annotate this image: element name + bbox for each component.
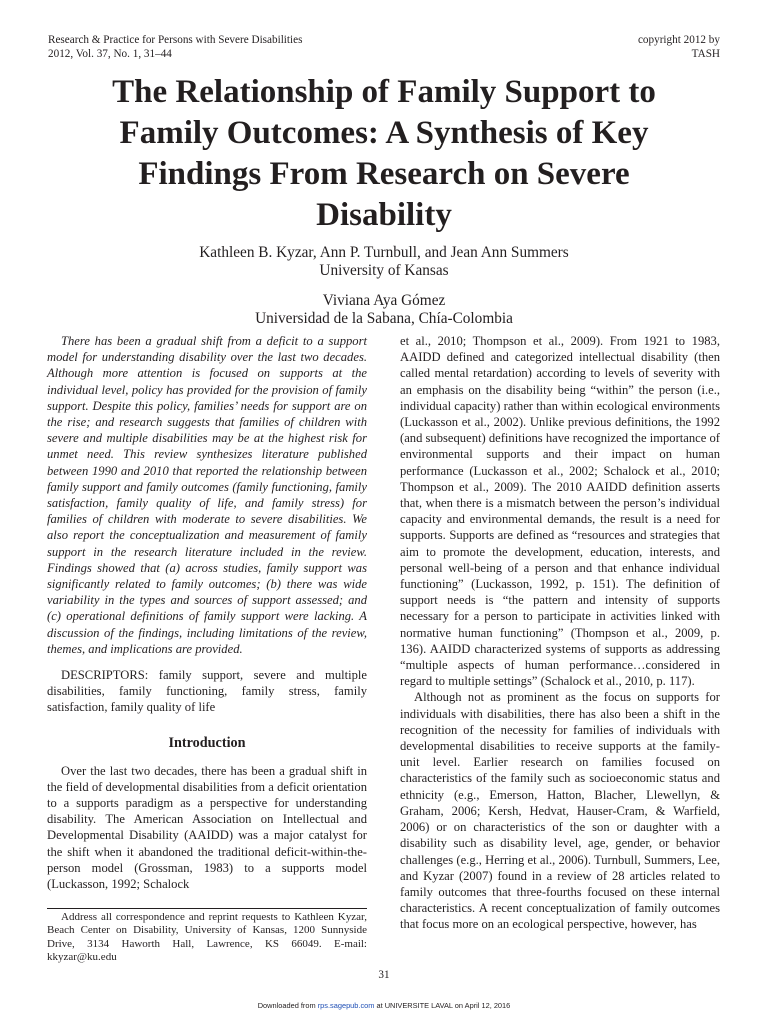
copyright-year: copyright 2012 by — [637, 34, 720, 46]
copyright-holder: TASH — [691, 48, 720, 60]
correspondence-footnote — [47, 911, 367, 965]
author-affiliation-2: Universidad de la Sabana, Chía-Colombia — [255, 309, 513, 327]
section-heading-introduction: Introduction — [168, 734, 246, 751]
footnote-divider — [47, 908, 367, 909]
journal-name: Research & Practice for Persons with Severe Disabilities — [48, 34, 303, 46]
author-names-1: Kathleen B. Kyzar, Ann P. Turnbull, and Jean Ann Summers — [199, 244, 569, 261]
author-affiliation-1: University of Kansas — [319, 261, 449, 279]
page-number: 31 — [378, 969, 390, 981]
download-prefix: Downloaded from — [257, 1001, 316, 1010]
right-column — [400, 333, 720, 933]
article-title: The Relationship of Family Support to Family Outcomes: A Synthesis of Key Findings From Research on Severe Disability — [112, 74, 656, 233]
download-suffix: at UNIVERSITE LAVAL on April 12, 2016 — [376, 1001, 511, 1010]
body-paragraph-continued: et al., 2010; Thompson et al., 2009). From 1921 to 1983, AAIDD defined and categorized intellectual disability (then called mental retardation) according to levels of severity with an emphasis on the disability being “within” the person (i.e., individual capacity) rather than within ecological environments (Luckasson et al., 2002). Unlike previous definitions, the 1992 (and subsequent) definitions have recognized the importance of environmental supports and their impact on human performance (Luckasson et al., 2002; Schalock et al., 2010; Thompson et al., 2009). The 2010 AAIDD definition asserts that, when there is a mismatch between the person’s individual capacity and environmental demands, the result is a need for supports. Supports are defined as “resources and strategies that aim to promote the development, education, interests, and personal well-being of a person and that enhance individual functioning” (Luckasson, 1992, p. 151). The definition of support needs is “the pattern and intensity of supports necessary for a person to participate in activities linked with normative human functioning” (Thompson et al., 2009, p. 136). AAIDD characterized systems of supports as addressing “multiple aspects of human performance…considered in regard to multiple settings” (Schalock et al., 2010, p. 117). — [400, 334, 720, 689]
running-header-journal — [48, 33, 302, 61]
footnote-text: Address all correspondence and reprint requests to Kathleen Kyzar, Beach Center on Disability, University of Kansas, 1200 Sunnyside Drive, 3134 Haworth Hall, Lawrence, KS 66049. E-mail: kkyzar@ku.edu — [47, 911, 367, 964]
download-notice — [0, 1001, 768, 1010]
author-block — [80, 244, 688, 327]
author-names-2: Viviana Aya Gómez — [322, 292, 446, 309]
introduction-paragraph: Over the last two decades, there has been a gradual shift in the field of developmental disabilities from a deficit orientation to a supports paradigm as a perspective for understanding disability. The American Association on Intellectual and Developmental Disability (AAIDD) was a major catalyst for the shift when it abandoned the traditional deficit-within-the-person model (Grossman, 1983) to a supports model (Luckasson, 1992; Schalock — [47, 763, 367, 892]
download-link[interactable]: rps.sagepub.com — [317, 1001, 375, 1010]
running-header-copyright — [638, 33, 720, 61]
journal-volume: 2012, Vol. 37, No. 1, 31–44 — [48, 48, 172, 60]
abstract: There has been a gradual shift from a deficit to a support model for understanding disability over the last two decades. Although more attention is focused on supports at the individual level, policy has provided for the provision of family support. Despite this policy, families’ needs for support are on the rise; and research suggests that families of children with severe and multiple disabilities may be at the highest risk for unmet need. This review synthesizes literature published between 1990 and 2010 that reported the relationship between family support and family outcomes (family functioning, family satisfaction, family quality of life, and family stress) for families of children with moderate to severe disabilities. We also report the conceptualization and measurement of family support in the research literature included in the review. Findings showed that (a) across studies, family support was significantly related to family outcomes; (b) there was wide variability in the types and sources of support assessed; and (c) operational definitions of family support were lacking. A discussion of the findings, including limitations of the review, themes, and implications are provided. — [47, 334, 367, 656]
descriptors: DESCRIPTORS: family support, severe and multiple disabilities, family functioning, family stress, family satisfaction, family quality of life — [47, 668, 367, 715]
body-paragraph: Although not as prominent as the focus on supports for individuals with disabilities, there has also been a shift in the recognition of the necessity for families of individuals with developmental disabilities to receive supports at the family-unit level. Earlier research on families focused on characteristics of the family such as socioeconomic status and ethnicity (e.g., Emerson, Hatton, Blacher, Llewellyn, & Graham, 2006; Kersh, Hedvat, Hauser-Cram, & Warfield, 2006) or on characteristics of the son or daughter with a disability such as disability level, age, gender, or behavior challenges (e.g., Herring et al., 2006). Turnbull, Summers, Lee, and Kyzar (2007) found in a review of 28 articles related to family outcomes that three-fourths focused on these internal characteristics. A recent conceptualization of family outcomes that focus more on an ecological perspective, however, has — [400, 690, 720, 932]
left-column — [47, 333, 367, 892]
